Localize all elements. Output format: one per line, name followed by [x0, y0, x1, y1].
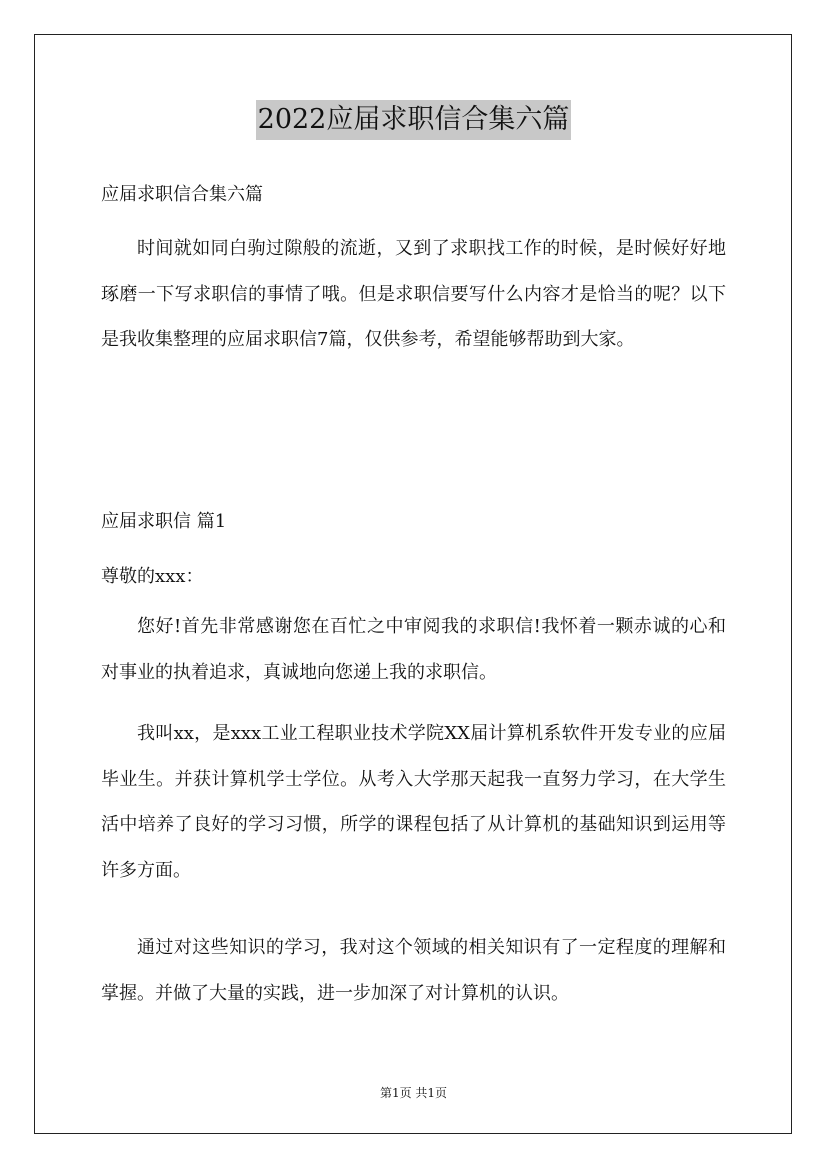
body-paragraph-1: 您好!首先非常感谢您在百忙之中审阅我的求职信!我怀着一颗赤诚的心和对事业的执着追求，真诚地向您递上我的求职信。 — [101, 616, 726, 683]
body-paragraph-2: 我叫xx，是xxx工业工程职业技术学院XX届计算机系软件开发专业的应届毕业生。并获计算机学士学位。从考入大学那天起我一直努力学习，在大学生活中培养了良好的学习习惯，所学的课程包括了从计算机的基础知识到运用等许多方面。 — [101, 723, 726, 881]
document-title: 2022应届求职信合集六篇 — [256, 100, 572, 140]
salutation: 尊敬的xxx： — [101, 566, 204, 587]
page-footer: 第1页 共1页 — [379, 1086, 448, 1100]
document-subtitle: 应届求职信合集六篇 — [101, 184, 263, 205]
section-heading: 应届求职信 篇1 — [101, 511, 227, 532]
intro-paragraph: 时间就如同白驹过隙般的流逝，又到了求职找工作的时候，是时候好好地琢磨一下写求职信的事情了哦。但是求职信要写什么内容才是恰当的呢？以下是我收集整理的应届求职信7篇，仅供参考，希望能够帮助到大家。 — [101, 238, 726, 350]
title-container — [0, 100, 827, 140]
body-paragraph-3: 通过对这些知识的学习，我对这个领域的相关知识有了一定程度的理解和掌握。并做了大量的实践，进一步加深了对计算机的认识。 — [101, 937, 726, 1004]
